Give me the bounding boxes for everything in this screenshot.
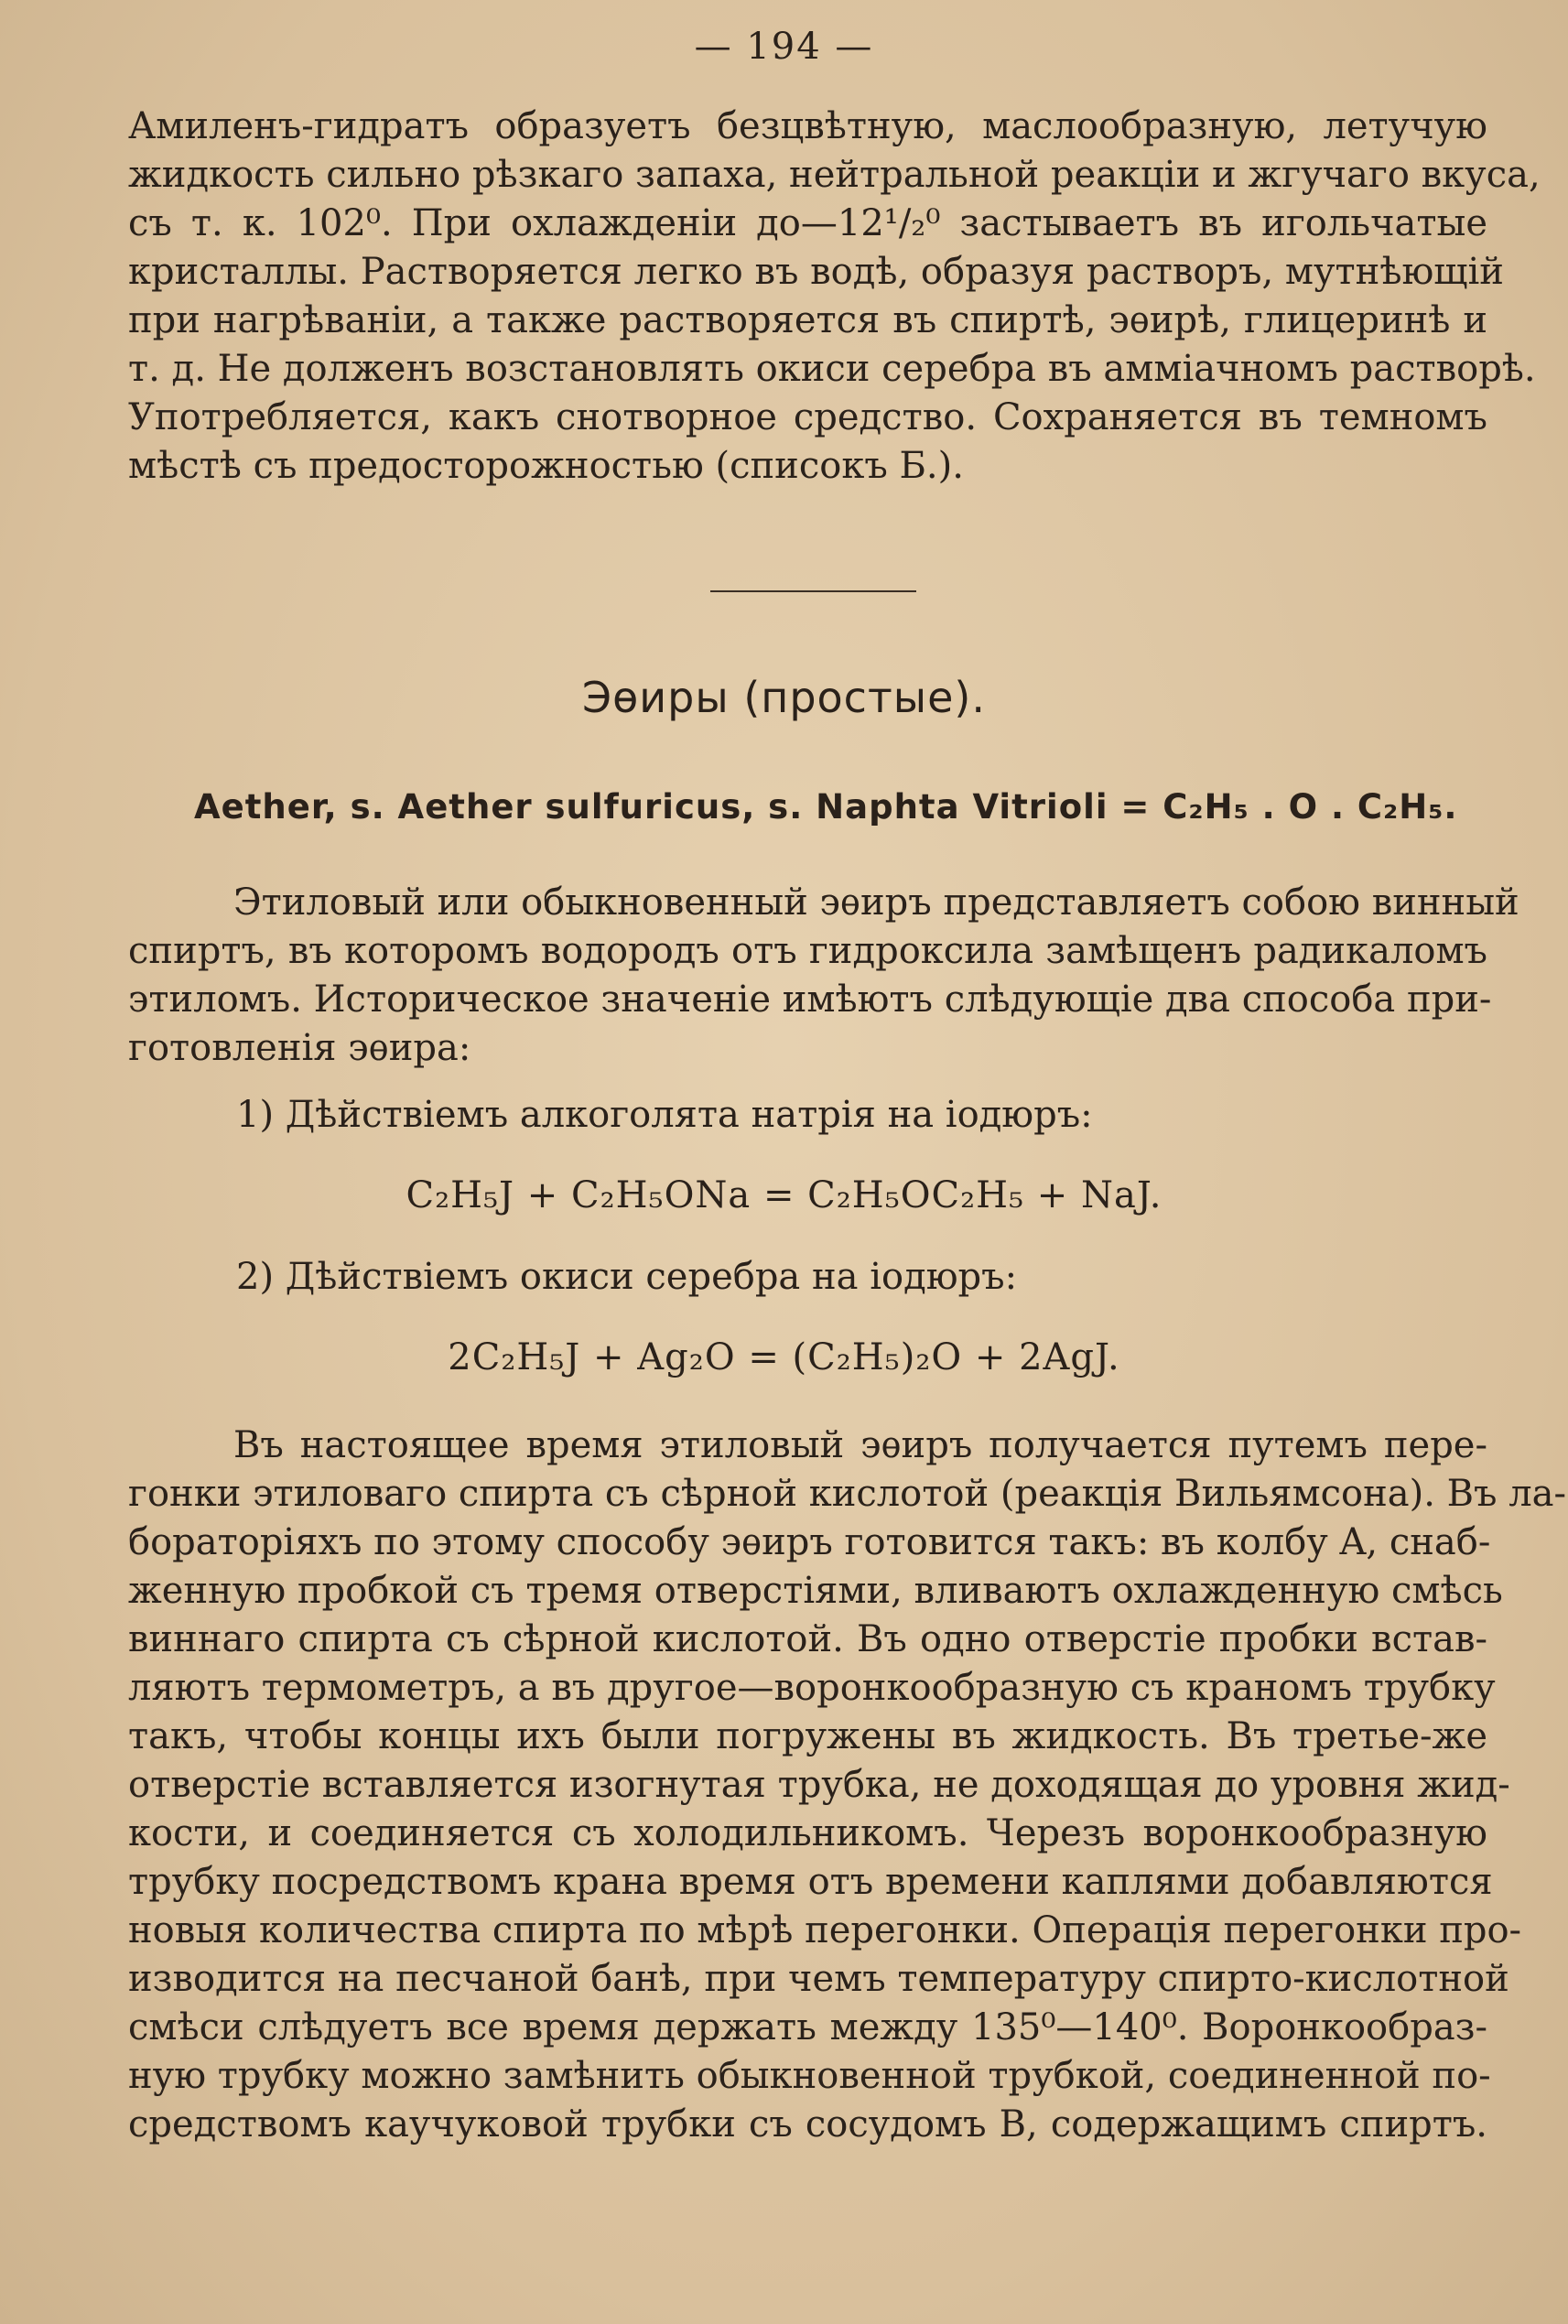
text-line: ляютъ термометръ, а въ другое—воронкообразную съ краномъ трубку: [128, 1667, 1496, 1709]
method-step-1: 1) Дѣйствіемъ алкоголята натрія на іодюръ:: [236, 1094, 1093, 1136]
text-line: Въ настоящее время этиловый эѳиръ получается путемъ пере-: [233, 1424, 1487, 1466]
text-line: гонки этиловаго спирта съ сѣрной кислотой (реакція Вильямсона). Въ ла-: [128, 1473, 1566, 1515]
text-line: кристаллы. Растворяется легко въ водѣ, образуя растворъ, мутнѣющій: [128, 251, 1504, 293]
text-line: Амиленъ-гидратъ образуетъ безцвѣтную, маслообразную, летучую: [128, 105, 1487, 147]
text-line: Употребляется, какъ снотворное средство. Сохраняется въ темномъ: [128, 396, 1487, 438]
method-step-2: 2) Дѣйствіемъ окиси серебра на іодюръ:: [236, 1256, 1018, 1298]
text-line: кости, и соединяется съ холодильникомъ. Черезъ воронкообразную: [128, 1812, 1487, 1854]
text-line: т. д. Не долженъ возстановлять окиси серебра въ аммiачномъ растворѣ.: [128, 348, 1536, 390]
text-line: виннаго спирта съ сѣрной кислотой. Въ одно отверстіе пробки встав-: [128, 1618, 1487, 1660]
formula-2: 2C₂H₅J + Ag₂O = (C₂H₅)₂O + 2AgJ.: [448, 1336, 1120, 1378]
body-paragraph-2: [128, 1421, 1566, 2149]
page-number: — 194 —: [694, 26, 874, 68]
intro-paragraph: [128, 103, 1541, 491]
text-line: средствомъ каучуковой трубки съ сосудомъ B, содержащимъ спиртъ.: [128, 2103, 1487, 2146]
text-line: спиртъ, въ которомъ водородъ отъ гидроксила замѣщенъ радикаломъ: [128, 930, 1487, 972]
section-divider: [710, 590, 916, 592]
text-line: изводится на песчаной банѣ, при чемъ температуру спирто-кислотной: [128, 1958, 1509, 2000]
text-line: съ т. к. 102⁰. При охлажденіи до—12¹/₂⁰ застываетъ въ игольчатые: [128, 202, 1487, 244]
text-line: бораторіяхъ по этому способу эѳиръ готовится такъ: въ колбу A, снаб-: [128, 1521, 1491, 1563]
section-title: Эѳиры (простые).: [582, 673, 986, 722]
text-line: женную пробкой съ тремя отверстіями, вливаютъ охлажденную смѣсь: [128, 1570, 1503, 1612]
substance-heading: Aether, s. Aether sulfuricus, s. Naphta Vitrioli = C₂H₅ . O . C₂H₅.: [194, 787, 1458, 827]
text-line: Этиловый или обыкновенный эѳиръ представляетъ собою винный: [233, 881, 1519, 924]
text-line: при нагрѣваніи, а также растворяется въ спиртѣ, эѳирѣ, глицеринѣ и: [128, 299, 1487, 341]
text-line: новыя количества спирта по мѣрѣ перегонки. Операція перегонки про-: [128, 1909, 1522, 1951]
text-line: мѣстѣ съ предосторожностью (списокъ Б.).: [128, 445, 964, 487]
text-line: готовленія эѳира:: [128, 1027, 471, 1069]
text-line: трубку посредствомъ крана время отъ времени каплями добавляются: [128, 1861, 1493, 1903]
body-paragraph-1: [128, 879, 1519, 1073]
text-line: смѣси слѣдуетъ все время держать между 135⁰—140⁰. Воронкообраз-: [128, 2006, 1487, 2048]
text-line: жидкость сильно рѣзкаго запаха, нейтральной реакціи и жгучаго вкуса,: [128, 154, 1541, 196]
text-line: этиломъ. Историческое значеніе имѣютъ слѣдующіе два способа при-: [128, 978, 1492, 1021]
text-line: такъ, чтобы концы ихъ были погружены въ жидкость. Въ третье-же: [128, 1715, 1487, 1757]
text-line: ную трубку можно замѣнить обыкновенной трубкой, соединенной по-: [128, 2055, 1491, 2097]
formula-1: C₂H₅J + C₂H₅ONa = C₂H₅OC₂H₅ + NaJ.: [406, 1174, 1162, 1216]
text-line: отверстіе вставляется изогнутая трубка, не доходящая до уровня жид-: [128, 1764, 1510, 1806]
